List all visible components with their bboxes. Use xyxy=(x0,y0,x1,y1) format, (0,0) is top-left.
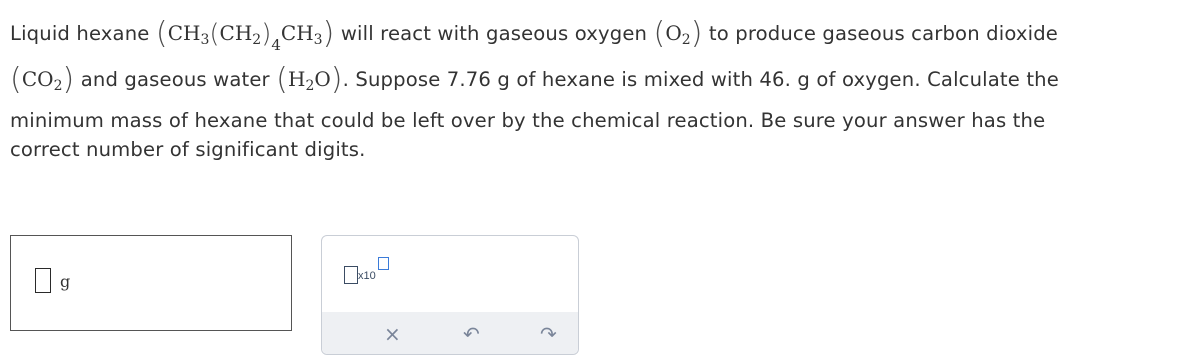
close-paren: ) xyxy=(330,62,343,97)
math-tool-panel xyxy=(321,235,579,355)
formula-subscript: 2 xyxy=(252,32,262,48)
formula-subscript: 4 xyxy=(271,36,281,54)
open-paren: ( xyxy=(276,62,288,97)
question-text xyxy=(10,10,1196,167)
formula-part: H xyxy=(287,67,306,91)
text-segment: will react with gaseous oxygen xyxy=(334,22,654,45)
close-paren: ) xyxy=(322,16,335,51)
scientific-notation-button[interactable] xyxy=(344,254,394,288)
formula-subscript: 3 xyxy=(313,32,323,48)
water-formula xyxy=(287,67,331,94)
x10-label: x10 xyxy=(358,270,376,282)
formula-subscript: 2 xyxy=(53,78,63,94)
formula-subscript: 2 xyxy=(681,32,691,48)
open-paren: ( xyxy=(155,16,168,51)
text-segment: Liquid hexane xyxy=(10,22,156,45)
formula-part: CH xyxy=(219,21,253,45)
text-segment: and gaseous water xyxy=(74,68,277,91)
formula-part: O xyxy=(665,21,682,45)
close-paren: ) xyxy=(690,16,703,51)
close-paren: ) xyxy=(261,19,272,49)
formula-part: CO xyxy=(21,67,54,91)
formula-part: CH xyxy=(280,21,314,45)
hexane-formula xyxy=(167,19,323,54)
exponent-box-icon xyxy=(378,257,389,270)
oxygen-formula xyxy=(665,21,691,48)
formula-part: CH xyxy=(167,21,201,45)
formula-subscript: 3 xyxy=(200,32,210,48)
redo-icon[interactable]: ↷ xyxy=(540,322,557,346)
answer-input[interactable] xyxy=(35,268,51,293)
unit-label: g xyxy=(60,272,71,291)
mantissa-box-icon xyxy=(344,266,358,284)
open-paren: ( xyxy=(653,16,666,51)
text-segment: . Suppose 7.76 g of hexane is mixed with 46. g of oxygen. Calculate the xyxy=(342,68,1059,91)
open-paren: ( xyxy=(209,19,220,49)
question-line-2 xyxy=(10,56,1196,102)
close-paren: ) xyxy=(62,62,75,97)
open-paren: ( xyxy=(10,62,22,97)
formula-subscript: 2 xyxy=(305,78,315,94)
tool-action-bar xyxy=(322,312,578,354)
co2-formula xyxy=(21,67,63,94)
question-line-3: minimum mass of hexane that could be left over by the chemical reaction. Be sure your answer has the xyxy=(10,109,1046,132)
question-line-1 xyxy=(10,10,1196,56)
formula-part: O xyxy=(314,67,331,91)
question-line-4: correct number of significant digits. xyxy=(10,138,366,161)
text-segment: to produce gaseous carbon dioxide xyxy=(702,22,1058,45)
answer-box xyxy=(10,235,292,331)
times-icon[interactable]: × xyxy=(384,322,401,346)
undo-icon[interactable]: ↶ xyxy=(463,322,480,346)
